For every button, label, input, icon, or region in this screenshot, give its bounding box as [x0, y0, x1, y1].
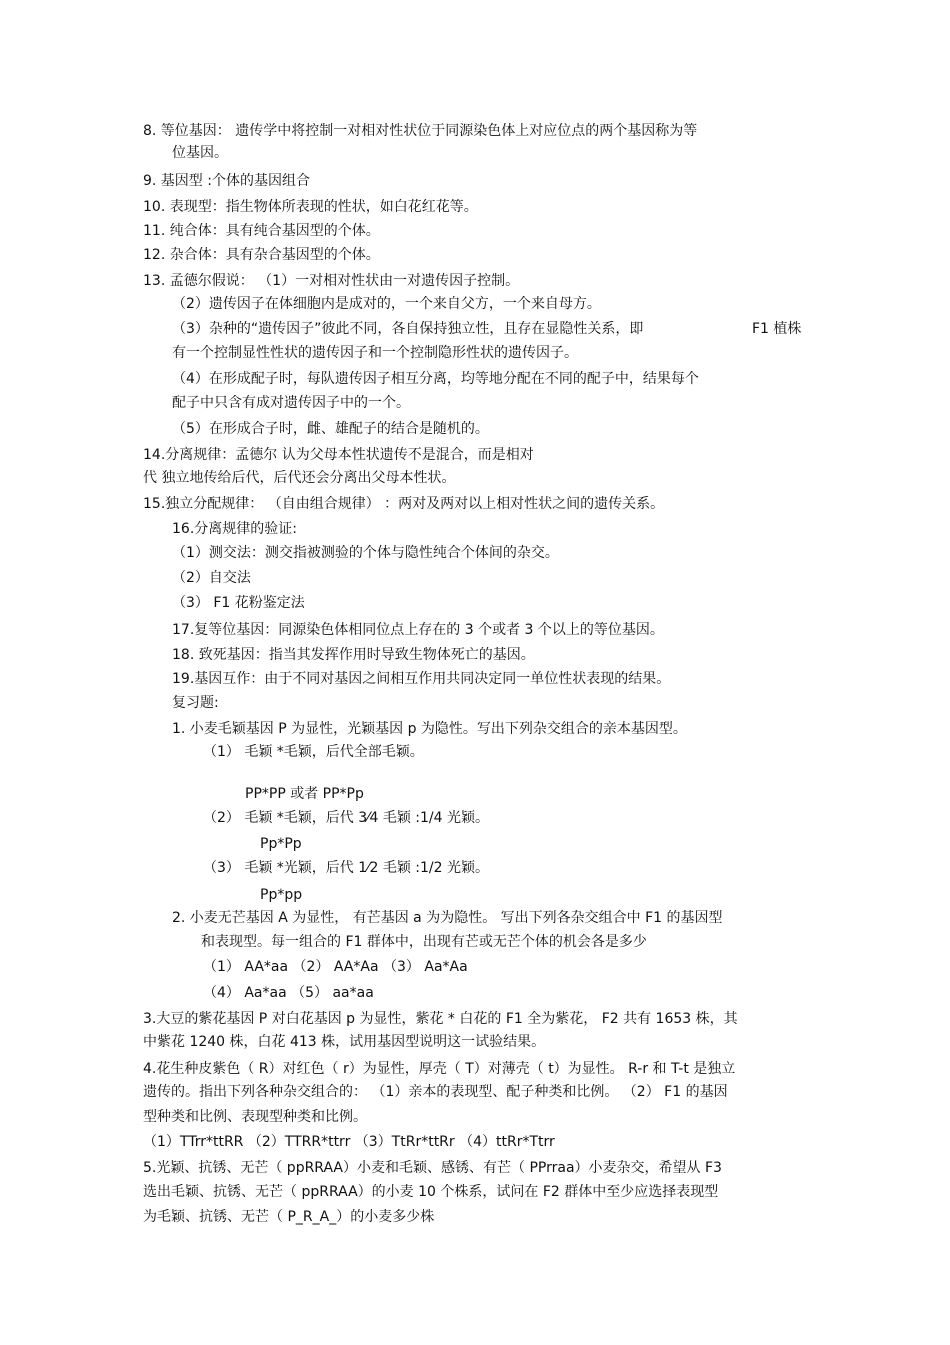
- text-line: 复习题:: [172, 695, 219, 711]
- text-line: 位基因。: [172, 145, 228, 161]
- text-line: 14.分离规律：孟德尔 认为父母本性状遗传不是混合，而是相对: [143, 447, 534, 463]
- text-line: 11. 纯合体：具有纯合基因型的个体。: [143, 223, 380, 239]
- text-line: （3） F1 花粉鉴定法: [172, 595, 305, 611]
- text-line: 15.独立分配规律： （自由组合规律） ：两对及两对以上相对性状之间的遗传关系。: [143, 496, 665, 512]
- text-line: 为毛颖、抗锈、无芒（ P_R_A_）的小麦多少株: [143, 1209, 435, 1225]
- text-line: 16.分离规律的验证:: [172, 521, 297, 537]
- text-line: 19.基因互作：由于不同对基因之间相互作用共同决定同一单位性状表现的结果。: [172, 671, 671, 687]
- text-line: 13. 孟德尔假说： （1）一对相对性状由一对遗传因子控制。: [143, 273, 520, 289]
- text-line: （5）在形成合子时，雌、雄配子的结合是随机的。: [172, 421, 489, 437]
- text-line: 10. 表现型：指生物体所表现的性状，如白花红花等。: [143, 199, 478, 215]
- text-line: Pp*pp: [260, 887, 303, 903]
- text-line: （4） Aa*aa （5） aa*aa: [203, 985, 374, 1001]
- text-line: （3） 毛颖 *光颖，后代 1⁄2 毛颖 :1/2 光颖。: [203, 860, 490, 876]
- text-line: 1. 小麦毛颖基因 P 为显性，光颖基因 p 为隐性。写出下列杂交组合的亲本基因型。: [172, 721, 687, 737]
- text-line: 和表现型。每一组合的 F1 群体中，出现有芒或无芒个体的机会各是多少: [201, 934, 647, 950]
- text-line: 5.光颖、抗锈、无芒（ ppRRAA）小麦和毛颖、感锈、有芒（ PPrraa）小麦杂交，希望从 F3: [143, 1160, 722, 1176]
- text-line: F1 植株: [752, 321, 802, 337]
- text-line: 代 独立地传给后代，后代还会分离出父母本性状。: [143, 470, 456, 486]
- text-line: PP*PP 或者 PP*Pp: [245, 786, 364, 802]
- text-line: （1） 毛颖 *毛颖，后代全部毛颖。: [203, 744, 424, 760]
- text-line: 8. 等位基因： 遗传学中将控制一对相对性状位于同源染色体上对应位点的两个基因称为等: [143, 123, 698, 139]
- text-line: 4.花生种皮紫色（ R）对红色（ r）为显性，厚壳（ T）对薄壳（ t）为显性。 R-r 和 T-t 是独立: [143, 1061, 736, 1077]
- text-line: 12. 杂合体：具有杂合基因型的个体。: [143, 247, 380, 263]
- text-line: （4）在形成配子时，每队遗传因子相互分离，均等地分配在不同的配子中，结果每个: [172, 371, 699, 387]
- text-line: 9. 基因型 :个体的基因组合: [143, 173, 310, 189]
- text-line: （1）测交法：测交指被测验的个体与隐性纯合个体间的杂交。: [172, 545, 559, 561]
- text-line: 选出毛颖、抗锈、无芒（ ppRRAA）的小麦 10 个株系，试问在 F2 群体中至少应选择表现型: [143, 1184, 719, 1200]
- text-line: 有一个控制显性性状的遗传因子和一个控制隐形性状的遗传因子。: [172, 345, 578, 361]
- text-line: 17.复等位基因：同源染色体相同位点上存在的 3 个或者 3 个以上的等位基因。: [172, 622, 664, 638]
- text-line: （2）自交法: [172, 570, 251, 586]
- text-line: （2） 毛颖 *毛颖，后代 3⁄4 毛颖 :1/4 光颖。: [203, 810, 490, 826]
- text-line: （1）TTrr*ttRR （2）TTRR*ttrr （3）TtRr*ttRr （4）ttRr*Ttrr: [143, 1134, 555, 1150]
- text-line: Pp*Pp: [260, 836, 302, 852]
- text-line: 18. 致死基因：指当其发挥作用时导致生物体死亡的基因。: [172, 647, 535, 663]
- text-line: 遗传的。指出下列各种杂交组合的： （1）亲本的表现型、配子种类和比例。 （2） F1 的基因: [143, 1084, 728, 1100]
- text-line: 3.大豆的紫花基因 P 对白花基因 p 为显性，紫花 * 白花的 F1 全为紫花， F2 共有 1653 株，其: [143, 1011, 738, 1027]
- text-line: （3）杂种的“遗传因子”彼此不同，各自保持独立性，且存在显隐性关系，即: [172, 321, 644, 337]
- text-line: （2）遗传因子在体细胞内是成对的，一个来自父方，一个来自母方。: [172, 296, 601, 312]
- text-line: 2. 小麦无芒基因 A 为显性， 有芒基因 a 为为隐性。 写出下列各杂交组合中 F1 的基因型: [172, 910, 723, 926]
- text-line: （1） AA*aa （2） AA*Aa （3） Aa*Aa: [203, 959, 468, 975]
- text-line: 型种类和比例、表现型种类和比例。: [143, 1109, 367, 1125]
- text-line: 配子中只含有成对遗传因子中的一个。: [172, 395, 410, 411]
- text-line: 中紫花 1240 株，白花 413 株，试用基因型说明这一试验结果。: [143, 1034, 546, 1050]
